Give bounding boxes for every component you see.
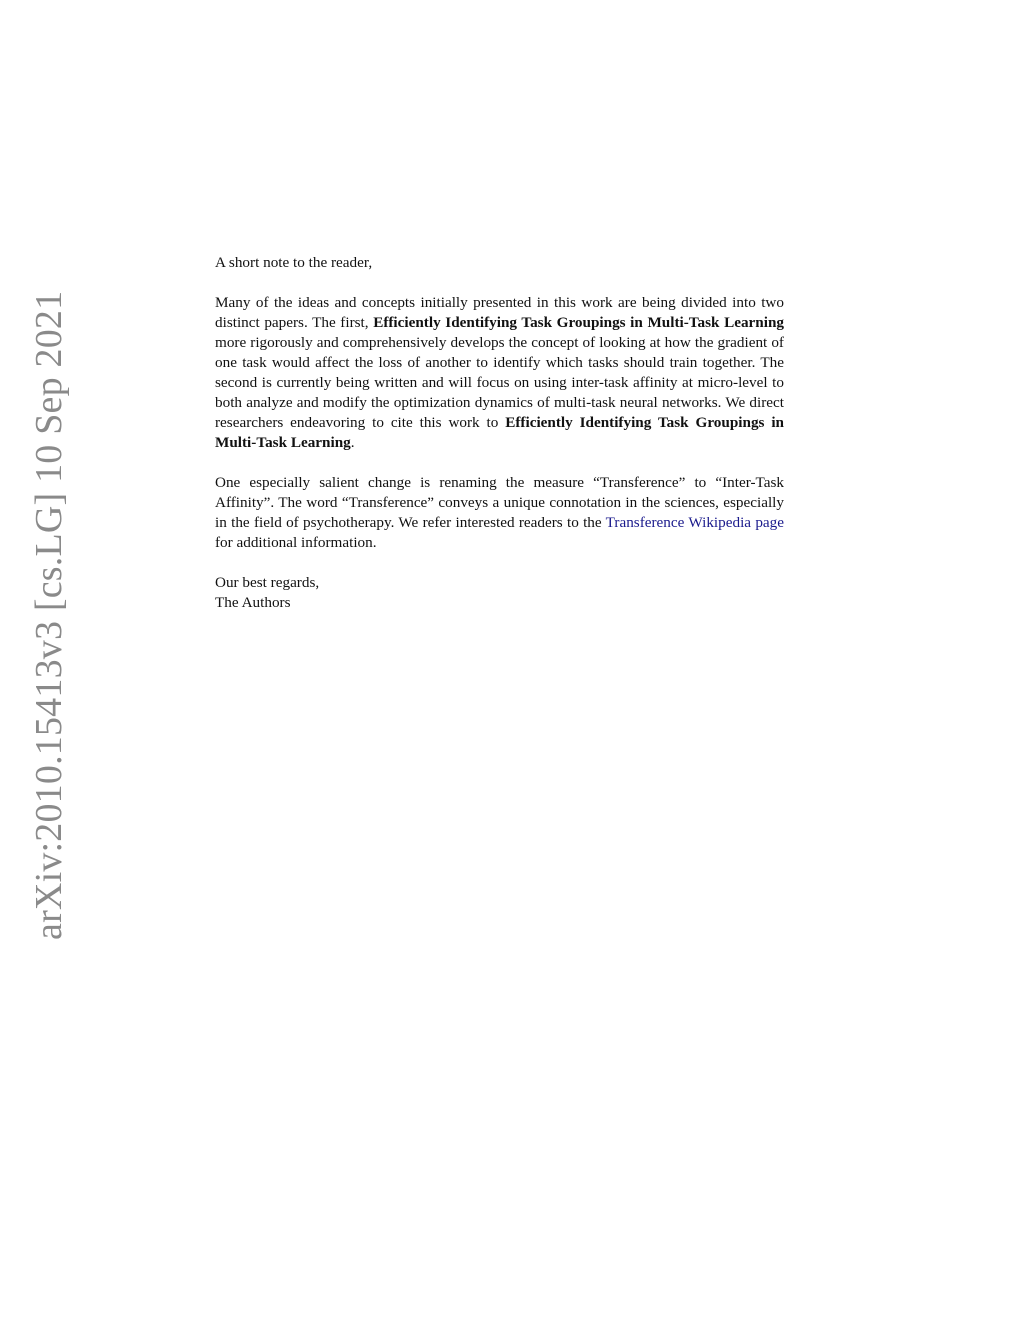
signature: The Authors <box>215 594 291 611</box>
paragraph-renaming <box>215 473 784 553</box>
para1-text-c: . <box>350 434 355 451</box>
transference-wikipedia-link[interactable]: Transference Wikipedia page <box>605 514 785 531</box>
reader-note <box>215 253 784 613</box>
paper-title-bold-1: Efficiently Identifying Task Groupings in Multi-Task Learning <box>373 314 784 331</box>
para1-text-a: Many of the ideas and concepts initially presented in this work are being divided into two distinct papers. The first, <box>215 294 784 331</box>
para1-text-b: more rigorously and comprehensively develops the concept of looking at how the gradient of one task would affect the loss of another to identify which tasks should train together. The second is currently being written and will focus on using inter-task affinity at micro-level to both analyze and modify the optimization dynamics of multi-task neural networks. We direct researchers endeavoring to cite this work to <box>215 334 784 431</box>
greeting: A short note to the reader, <box>215 254 373 271</box>
closing: Our best regards, <box>215 574 320 591</box>
para2-text-a: One especially salient change is renaming the measure “Transference” to “Inter-Task Affinity”. The word “Transference” conveys a unique connotation in the sciences, especially in the field of psychotherapy. We refer interested readers to the <box>215 474 784 531</box>
arxiv-identifier-stamp: arXiv:2010.15413v3 [cs.LG] 10 Sep 2021 <box>28 290 70 940</box>
paper-title-bold-2: Efficiently Identifying Task Groupings in Multi-Task Learning <box>215 414 784 451</box>
para2-text-b: for additional information. <box>215 534 377 551</box>
paragraph-papers-split <box>215 293 784 453</box>
